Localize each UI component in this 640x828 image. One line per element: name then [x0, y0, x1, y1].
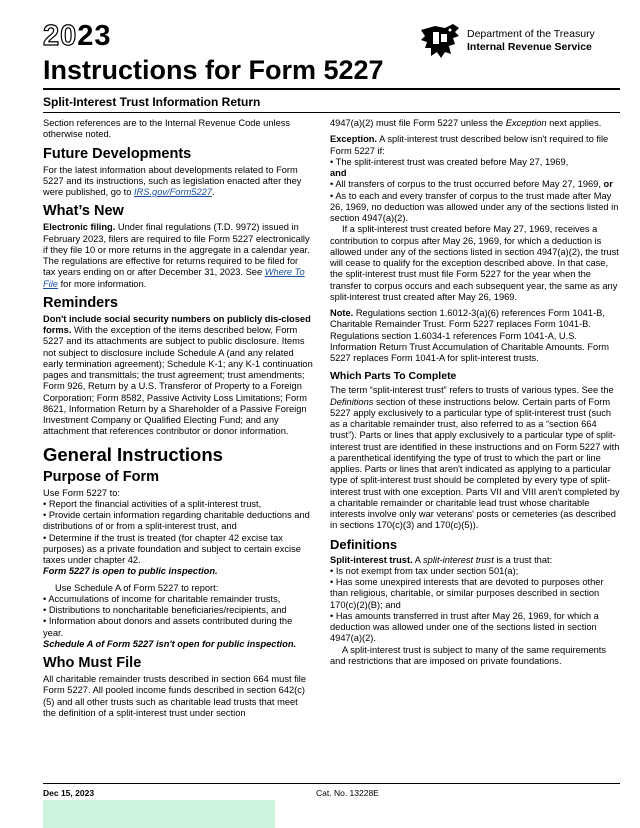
- schedule-a-note: Schedule A of Form 5227 isn't open for public inspection.: [43, 638, 297, 649]
- whats-new-text: Electronic filing. Under final regulations (T.D. 9972) issued in February 2023, filers are required to file Form 5227 electronically if they file 10 or more returns in the aggregate in a calendar year. The regulations are effective for returns required to be filed for tax years ending on or after December 31, 2023. See Where To File for more information.: [43, 222, 310, 289]
- title-divider: [43, 88, 620, 90]
- future-developments-heading: Future Developments: [43, 145, 192, 162]
- catalog-number: Cat. No. 13228E: [316, 788, 379, 798]
- subtitle-divider: [43, 112, 620, 113]
- note-text: Note. Regulations section 1.6012-3(a)(6) references Form 1041-B, Charitable Remainder Trust. Form 5227 replaces Form 1041-B. Regulations section 1.6034-1 references Form 1041-A, U.S. Information Return Trust Accumulation of Charitable Amounts. Form 5227 replaces Form 1041-A for split-interest trusts.: [330, 308, 610, 363]
- intro-text: Section references are to the Internal Revenue Code unless otherwise noted.: [43, 118, 291, 140]
- right-column: [330, 118, 620, 672]
- definition-bullet: • Is not exempt from tax under section 501(a);: [330, 565, 519, 576]
- reminders-heading: Reminders: [43, 294, 118, 311]
- purpose-intro: Use Form 5227 to:: [43, 487, 120, 498]
- schedule-a-intro: Use Schedule A of Form 5227 to report:: [55, 582, 219, 593]
- definition-bullet: • Has some unexpired interests that are devoted to purposes other than religious, charitable, or similar purposes described in section 170(c)(2)(B); and: [330, 577, 604, 610]
- who-must-file-heading: Who Must File: [43, 655, 142, 671]
- schedule-a-bullet: • Distributions to noncharitable beneficiaries/recipients, and: [43, 605, 287, 615]
- reminders-text: Don't include social security numbers on publicly dis-closed forms. With the exception of the items described below, Form 5227 and its attachments are subject to public disclosure. Items not subject to disclosure include Schedule A (and any related early termination agreement); Schedule K-1; any K-1 continuation pages and transmittals; the trust agreement; trust amendments; Form 926, Return by a U.S. Transferor of Property to a Foreign Corporation; Form 8582, Passive Activity Loss Limitations; Form 8621, Information Return by a Shareholder of a Passive Foreign Investment Company or Qualified Electing Fund; and any attachment that references contributor or donor information.: [43, 313, 313, 437]
- definition-text: Split-interest trust. A split-interest trust is a trust that:: [330, 554, 553, 565]
- exception-bullet: • The split-interest trust was created before May 27, 1969,: [330, 156, 569, 167]
- purpose-bullet: • Determine if the trust is treated (for chapter 42 excise tax purposes) as a private foundation and subject to certain excise taxes under chapter 42.: [43, 532, 301, 565]
- exception-bullet: • All transfers of corpus to the trust occurred before May 27, 1969, or: [330, 179, 613, 190]
- exception-bullet: • As to each and every transfer of corpus to the trust made after May 26, 1969, no deduction was allowed under any of the sections listed in section 4947(a)(2).: [330, 190, 619, 223]
- footer-date: Dec 15, 2023: [43, 788, 95, 798]
- irs-eagle-logo-icon: [419, 22, 461, 60]
- exception-text: Exception. A split-interest trust described below isn't required to file Form 5227 if:: [330, 134, 609, 156]
- whats-new-heading: What’s New: [43, 203, 124, 220]
- who-must-file-text: All charitable remainder trusts described in section 664 must file Form 5227. All pooled income funds described in section 642(c)(5) and all other trusts such as charitable lead trusts that meet the definition of a split-interest trust under section: [43, 674, 307, 718]
- purpose-bullet: • Provide certain information regarding charitable deductions and distributions of or from a split-interest trust, and: [43, 510, 310, 532]
- tax-year: 2023: [43, 20, 112, 52]
- footer-highlight-box: [43, 800, 275, 828]
- definitions-heading: Definitions: [330, 536, 398, 552]
- general-instructions-heading: General Instructions: [43, 443, 223, 465]
- schedule-a-bullet: • Information about donors and assets contributed during the year.: [43, 616, 293, 638]
- where-to-file-link[interactable]: Where To File: [43, 267, 305, 289]
- exception-paragraph: If a split-interest trust created before May 27, 1969, receives a contribution to corpus after May 26, 1969, for which a deduction is allowed under any of the sections listed in section 4947(a)(2), the trust will cease to qualify for the exception described above. In that case, the split-interest trust must file Form 5227 for the year when the transfer to corpus occurs and each subsequent year, the same as any split-interest trust created after May 26, 1969.: [330, 224, 619, 302]
- subtitle: Split-Interest Trust Information Return: [43, 95, 261, 109]
- purpose-bullet: • Report the financial activities of a split-interest trust,: [43, 498, 262, 509]
- footer-divider: [43, 783, 620, 784]
- which-parts-heading: Which Parts To Complete: [330, 370, 457, 383]
- continuation-text: 4947(a)(2) must file Form 5227 unless the Exception next applies.: [330, 118, 602, 128]
- form5227-link[interactable]: IRS.gov/Form5227: [133, 187, 212, 197]
- which-parts-text: The term “split-interest trust” refers to trusts of various types. See the Definitions section of these instructions below. Certain parts of Form 5227 apply exclusively to a particular type of split-interest trust (such as a charitable remainder trust, also referred to as a “section 664 trust”). Parts or lines that apply exclusively to a particular type of split-interest trust are identified in these instructions and on Form 5227 with a parenthetical identifying the type of trust to which the part or line applies. Parts or lines that aren't indicated as applying to a particular type of split-interest trust should be completed by every type of split-interest trust with one exception. Parts VII and VIII aren't completed by a charitable remainder or charitable lead trust whose charitable interests involve only war veterans' posts or cemeteries (as described in sections 170(c)(3) and 170(c)(5)).: [330, 385, 620, 531]
- definition-bullet: • Has amounts transferred in trust after May 26, 1969, for which a deduction was allowed under one of the sections listed in section 4947(a)(2).: [330, 610, 599, 644]
- exception-and: and: [330, 168, 347, 178]
- agency-block: Department of the Treasury Internal Revenue Service: [419, 22, 595, 60]
- definition-paragraph: A split-interest trust is subject to many of the same requirements and restrictions that are imposed on private foundations.: [330, 644, 607, 666]
- schedule-a-bullet: • Accumulations of income for charitable remainder trusts,: [43, 593, 281, 604]
- future-developments-text: For the latest information about developments related to Form 5227 and its instructions, such as legislation enacted after they were published, go to IRS.gov/Form5227.: [43, 164, 302, 197]
- page-title: Instructions for Form 5227: [43, 55, 384, 85]
- left-column: [43, 118, 313, 724]
- public-inspection-note: Form 5227 is open to public inspection.: [43, 566, 218, 577]
- purpose-heading: Purpose of Form: [43, 468, 160, 485]
